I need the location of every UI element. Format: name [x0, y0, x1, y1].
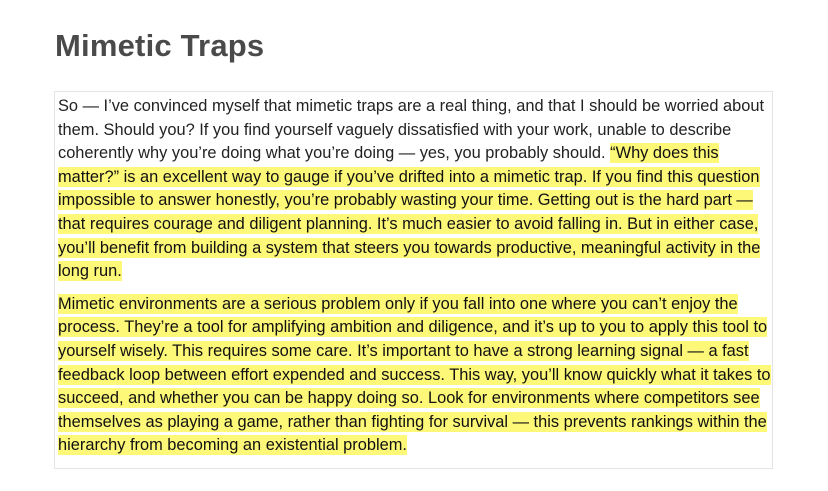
page-title: Mimetic Traps [55, 28, 265, 63]
paragraph-1-text[interactable]: So — I’ve convinced myself that mimetic traps are a real thing, and that I should be worried about them. Should you? If you find yourself vaguely dissatisfied with your work, unable to describe coherently why you’re doing what you’re doing — yes, you probably should. [58, 97, 765, 163]
paragraph-2-highlight[interactable]: Mimetic environments are a serious problem only if you fall into one where you can’t enjoy the process. They’re a tool for amplifying ambition and diligence, and it’s up to you to apply this tool to yourself wisely. This requires some care. It’s important to have a strong learning signal — a fast feedback loop between effort expended and success. This way, you’ll know quickly what it takes to succeed, and whether you can be happy doing so. Look for environments where competitors see themselves as playing a game, rather than fighting for survival — this prevents rankings within the hierarchy from becoming an existential problem. [58, 294, 771, 455]
highlighted-excerpt [54, 91, 773, 469]
paragraph-2 [58, 293, 772, 458]
paragraph-1 [58, 95, 772, 284]
paragraph-1-highlight[interactable]: “Why does this matter?” is an excellent way to gauge if you’ve drifted into a mimetic trap. If you find this question impossible to answer honestly, you’re probably wasting your time. Getting out is the hard part — that requires courage and diligent planning. It’s much easier to avoid falling in. But in either case, you’ll benefit from building a system that steers you towards productive, meaningful activity in the long run. [58, 144, 761, 281]
